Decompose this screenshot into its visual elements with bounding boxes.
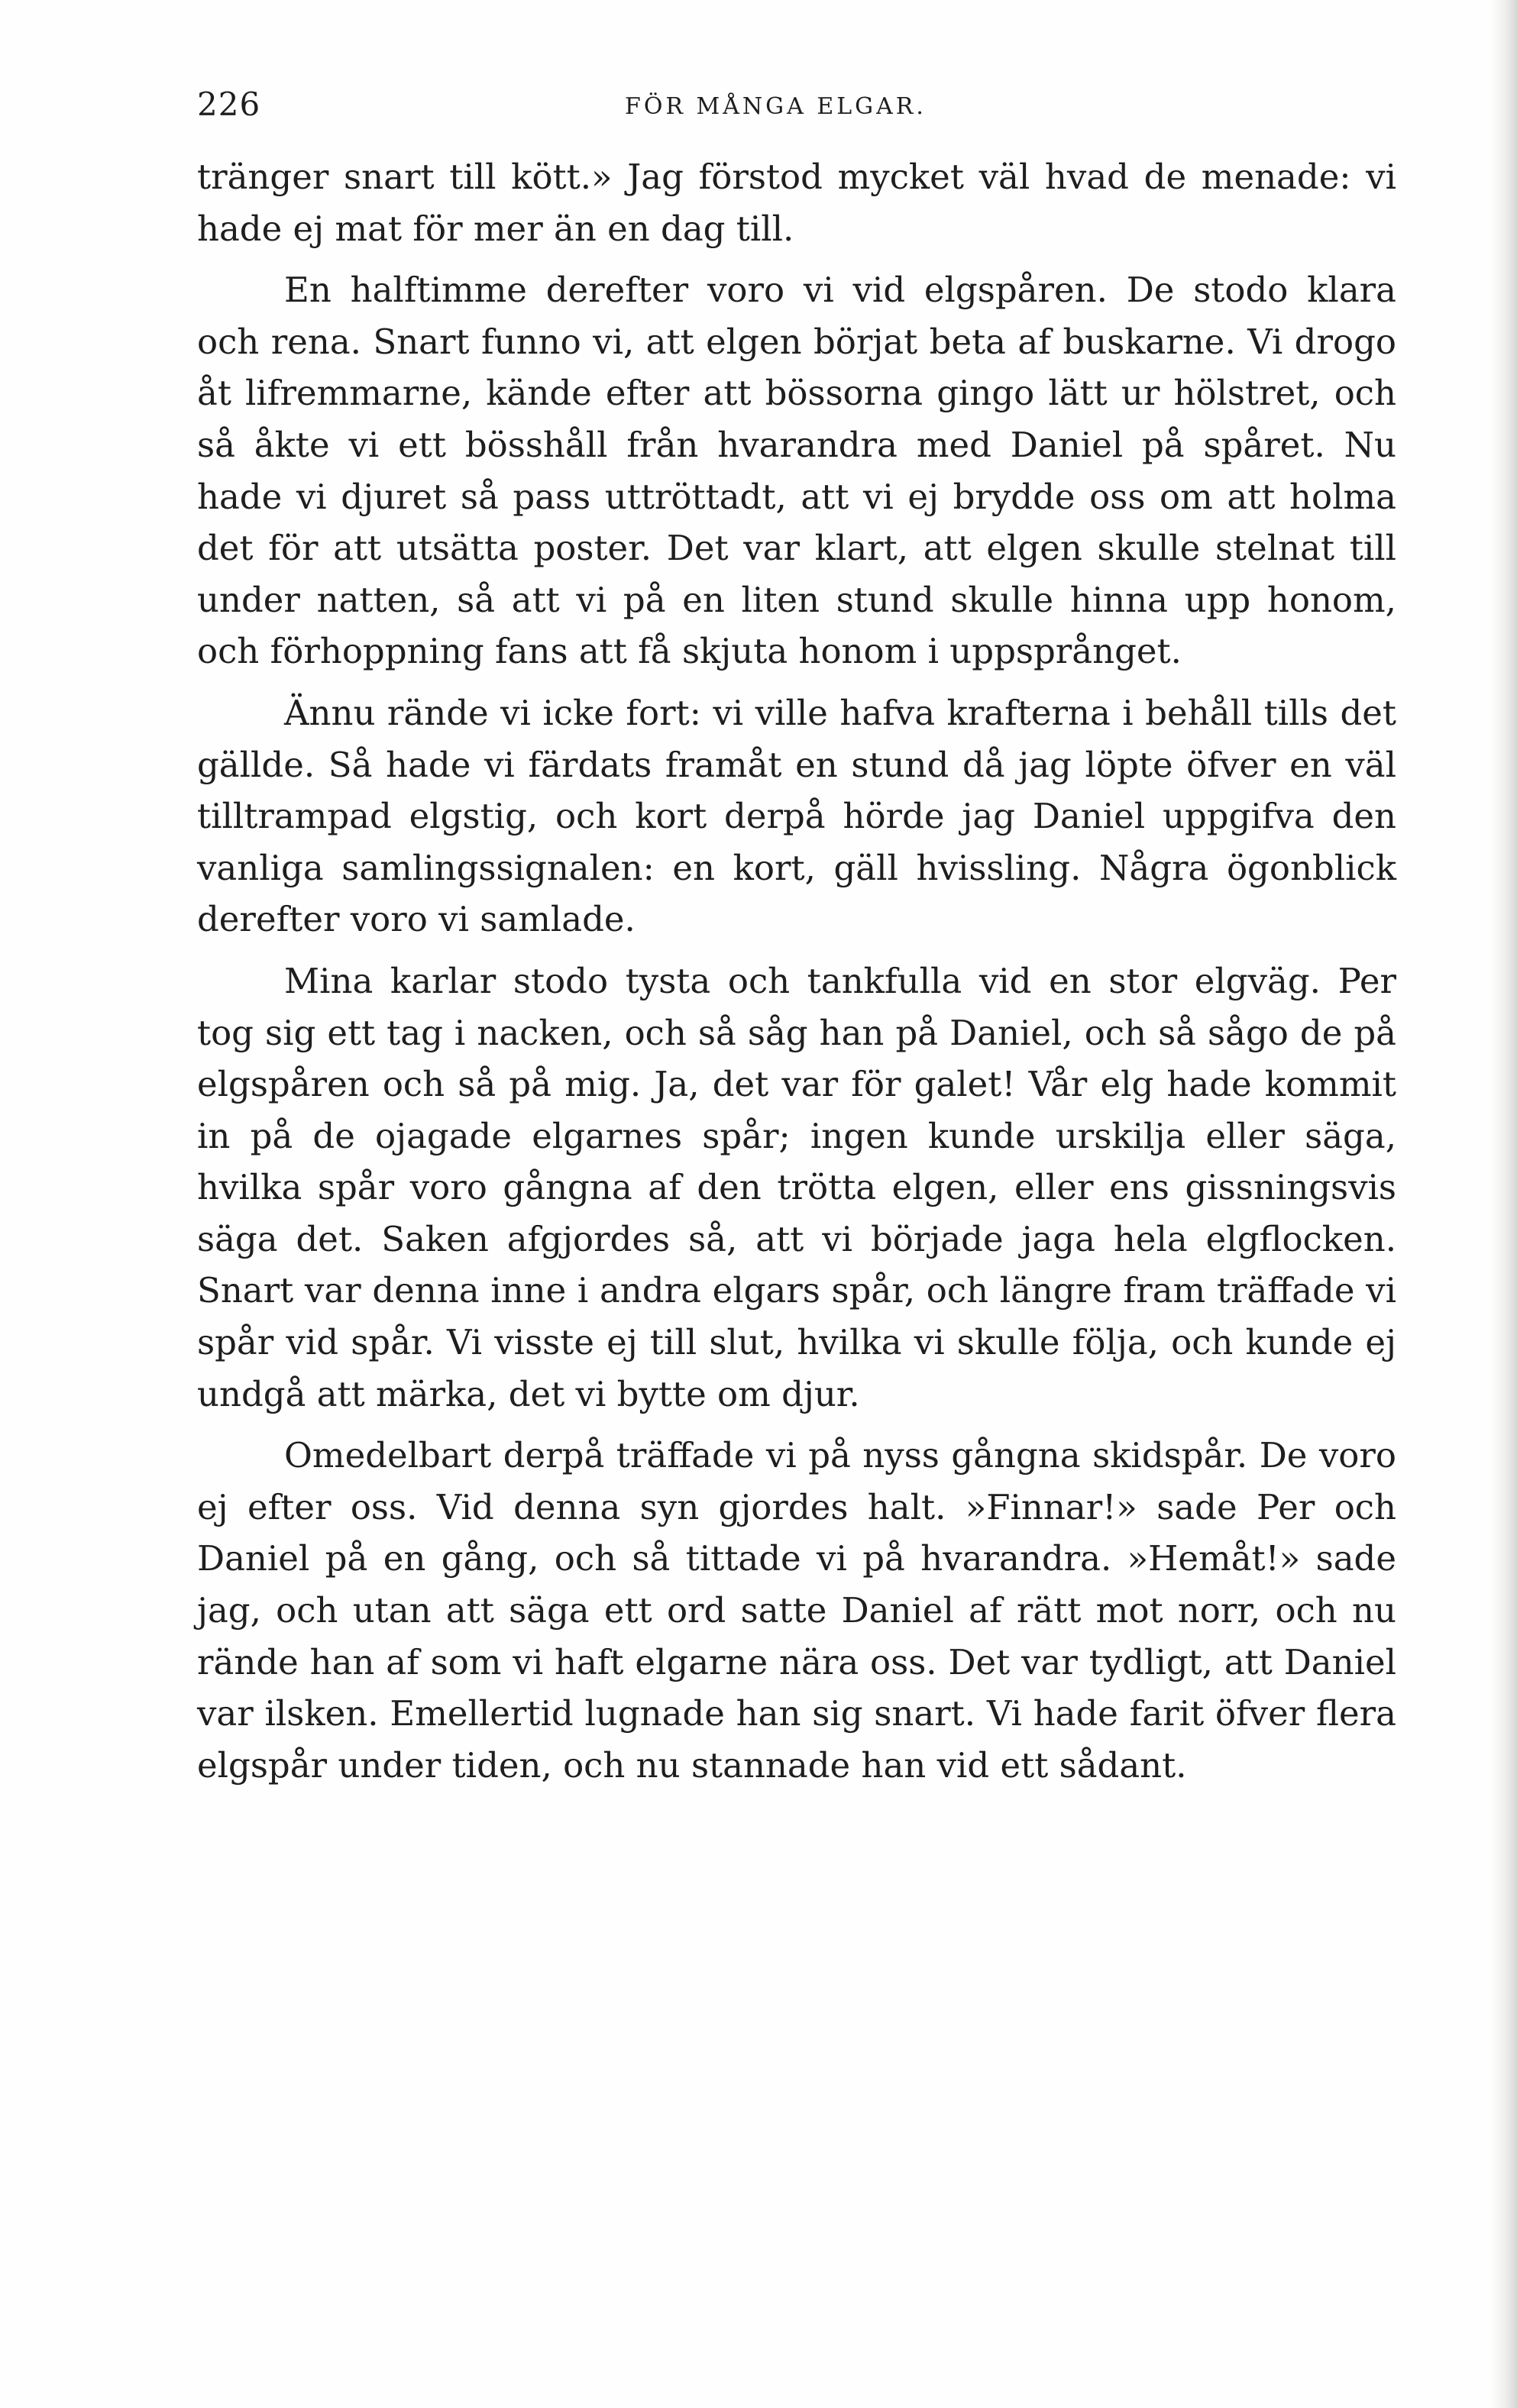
paragraph: Mina karlar stodo tysta och tankfulla vid en stor elgväg. Per tog sig ett tag i nacken, och så såg han på Daniel, och så sågo de på elgspåren och så på mig. Ja, det var för galet! Vår elg hade kommit in på de ojagade elgarnes spår; ingen kunde urskilja eller säga, hvilka spår voro gångna af den trötta elgen, eller ens gissningsvis säga det. Saken afgjordes så, att vi började jaga hela elgflocken. Snart var denna inne i andra elgars spår, och längre fram träffade vi spår vid spår. Vi visste ej till slut, hvilka vi skulle följa, och kunde ej undgå att märka, det vi bytte om djur. bbox=[197, 960, 1396, 1414]
page-edge-shadow bbox=[1491, 0, 1517, 2408]
page-header bbox=[197, 86, 1396, 131]
paragraph-continued: tränger snart till kött.» Jag förstod mycket väl hvad de menade: vi hade ej mat för mer än en dag till. bbox=[197, 157, 1396, 249]
paragraph: En halftimme derefter voro vi vid elgspåren. De stodo klara och rena. Snart funno vi, att elgen börjat beta af buskarne. Vi drogo åt lifremmarne, kände efter att bössorna gingo lätt ur hölstret, och så åkte vi ett bösshåll från hvarandra med Daniel på spåret. Nu hade vi djuret så pass uttröttadt, att vi ej brydde oss om att holma det för att utsätta poster. Det var klart, att elgen skulle stelnat till under natten, så att vi på en liten stund skulle hinna upp honom, och förhoppning fans att få skjuta honom i uppsprånget. bbox=[197, 270, 1396, 672]
page-number: 226 bbox=[197, 86, 261, 123]
running-title: FÖR MÅNGA ELGAR. bbox=[625, 93, 927, 120]
body-text bbox=[197, 151, 1396, 1801]
paragraph: Omedelbart derpå träffade vi på nyss gångna skidspår. De voro ej efter oss. Vid denna syn gjordes halt. »Finnar!» sade Per och Daniel på en gång, och så tittade vi på hvarandra. »Hemåt!» sade jag, och utan att säga ett ord satte Daniel af rätt mot norr, och nu rände han af som vi haft elgarne nära oss. Det var tydligt, att Daniel var ilsken. Emellertid lugnade han sig snart. Vi hade farit öfver flera elgspår under tiden, och nu stannade han vid ett sådant. bbox=[197, 1435, 1396, 1786]
paragraph: Ännu rände vi icke fort: vi ville hafva krafterna i behåll tills det gällde. Så hade vi färdats framåt en stund då jag löpte öfver en väl tilltrampad elgstig, och kort derpå hörde jag Daniel uppgifva den vanliga samlingssignalen: en kort, gäll hvissling. Några ögonblick derefter voro vi samlade. bbox=[197, 692, 1396, 940]
